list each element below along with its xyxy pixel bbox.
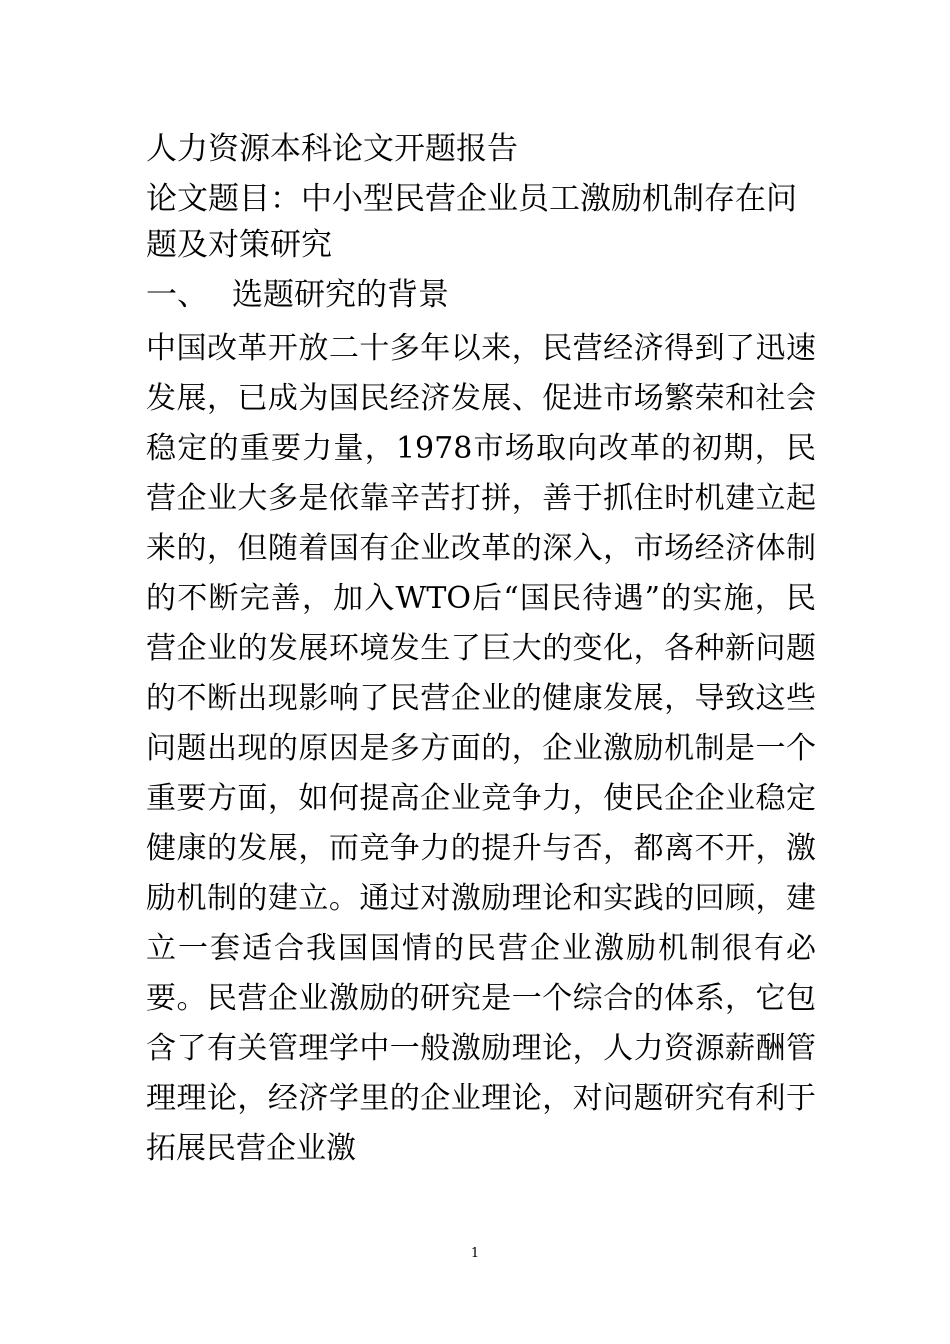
body-paragraph: 中国改革开放二十多年以来，民营经济得到了迅速发展，已成为国民经济发展、促进市场繁荣和社会稳定的重要力量，1978市场取向改革的初期，民营企业大多是依靠辛苦打拼，善于抓住时机建立起来的，但随着国有企业改革的深入，市场经济体制的不断完善，加入WTO后“国民待遇”的实施，民营企业的发展环境发生了巨大的变化，各种新问题的不断出现影响了民营企业的健康发展，导致这些问题出现的原因是多方面的，企业激励机制是一个重要方面，如何提高企业竞争力，使民企企业稳定健康的发展，而竞争力的提升与否，都离不开，激励机制的建立。通过对激励理论和实践的回顾，建立一套适合我国国情的民营企业激励机制很有必要。民营企业激励的研究是一个综合的体系，它包含了有关管理学中一般激励理论，人力资源薪酬管理理论，经济学里的企业理论，对问题研究有利于拓展民营企业激 <box>146 331 816 1166</box>
document-title: 人力资源本科论文开题报告 <box>146 131 518 167</box>
section-number: 一、 <box>146 277 208 313</box>
section-heading-text: 选题研究的背景 <box>232 277 449 313</box>
section-heading <box>146 272 816 318</box>
page-content <box>146 126 816 1174</box>
page-number: 1 <box>470 1246 480 1261</box>
thesis-title: 论文题目：中小型民营企业员工激励机制存在问题及对策研究 <box>146 181 797 263</box>
